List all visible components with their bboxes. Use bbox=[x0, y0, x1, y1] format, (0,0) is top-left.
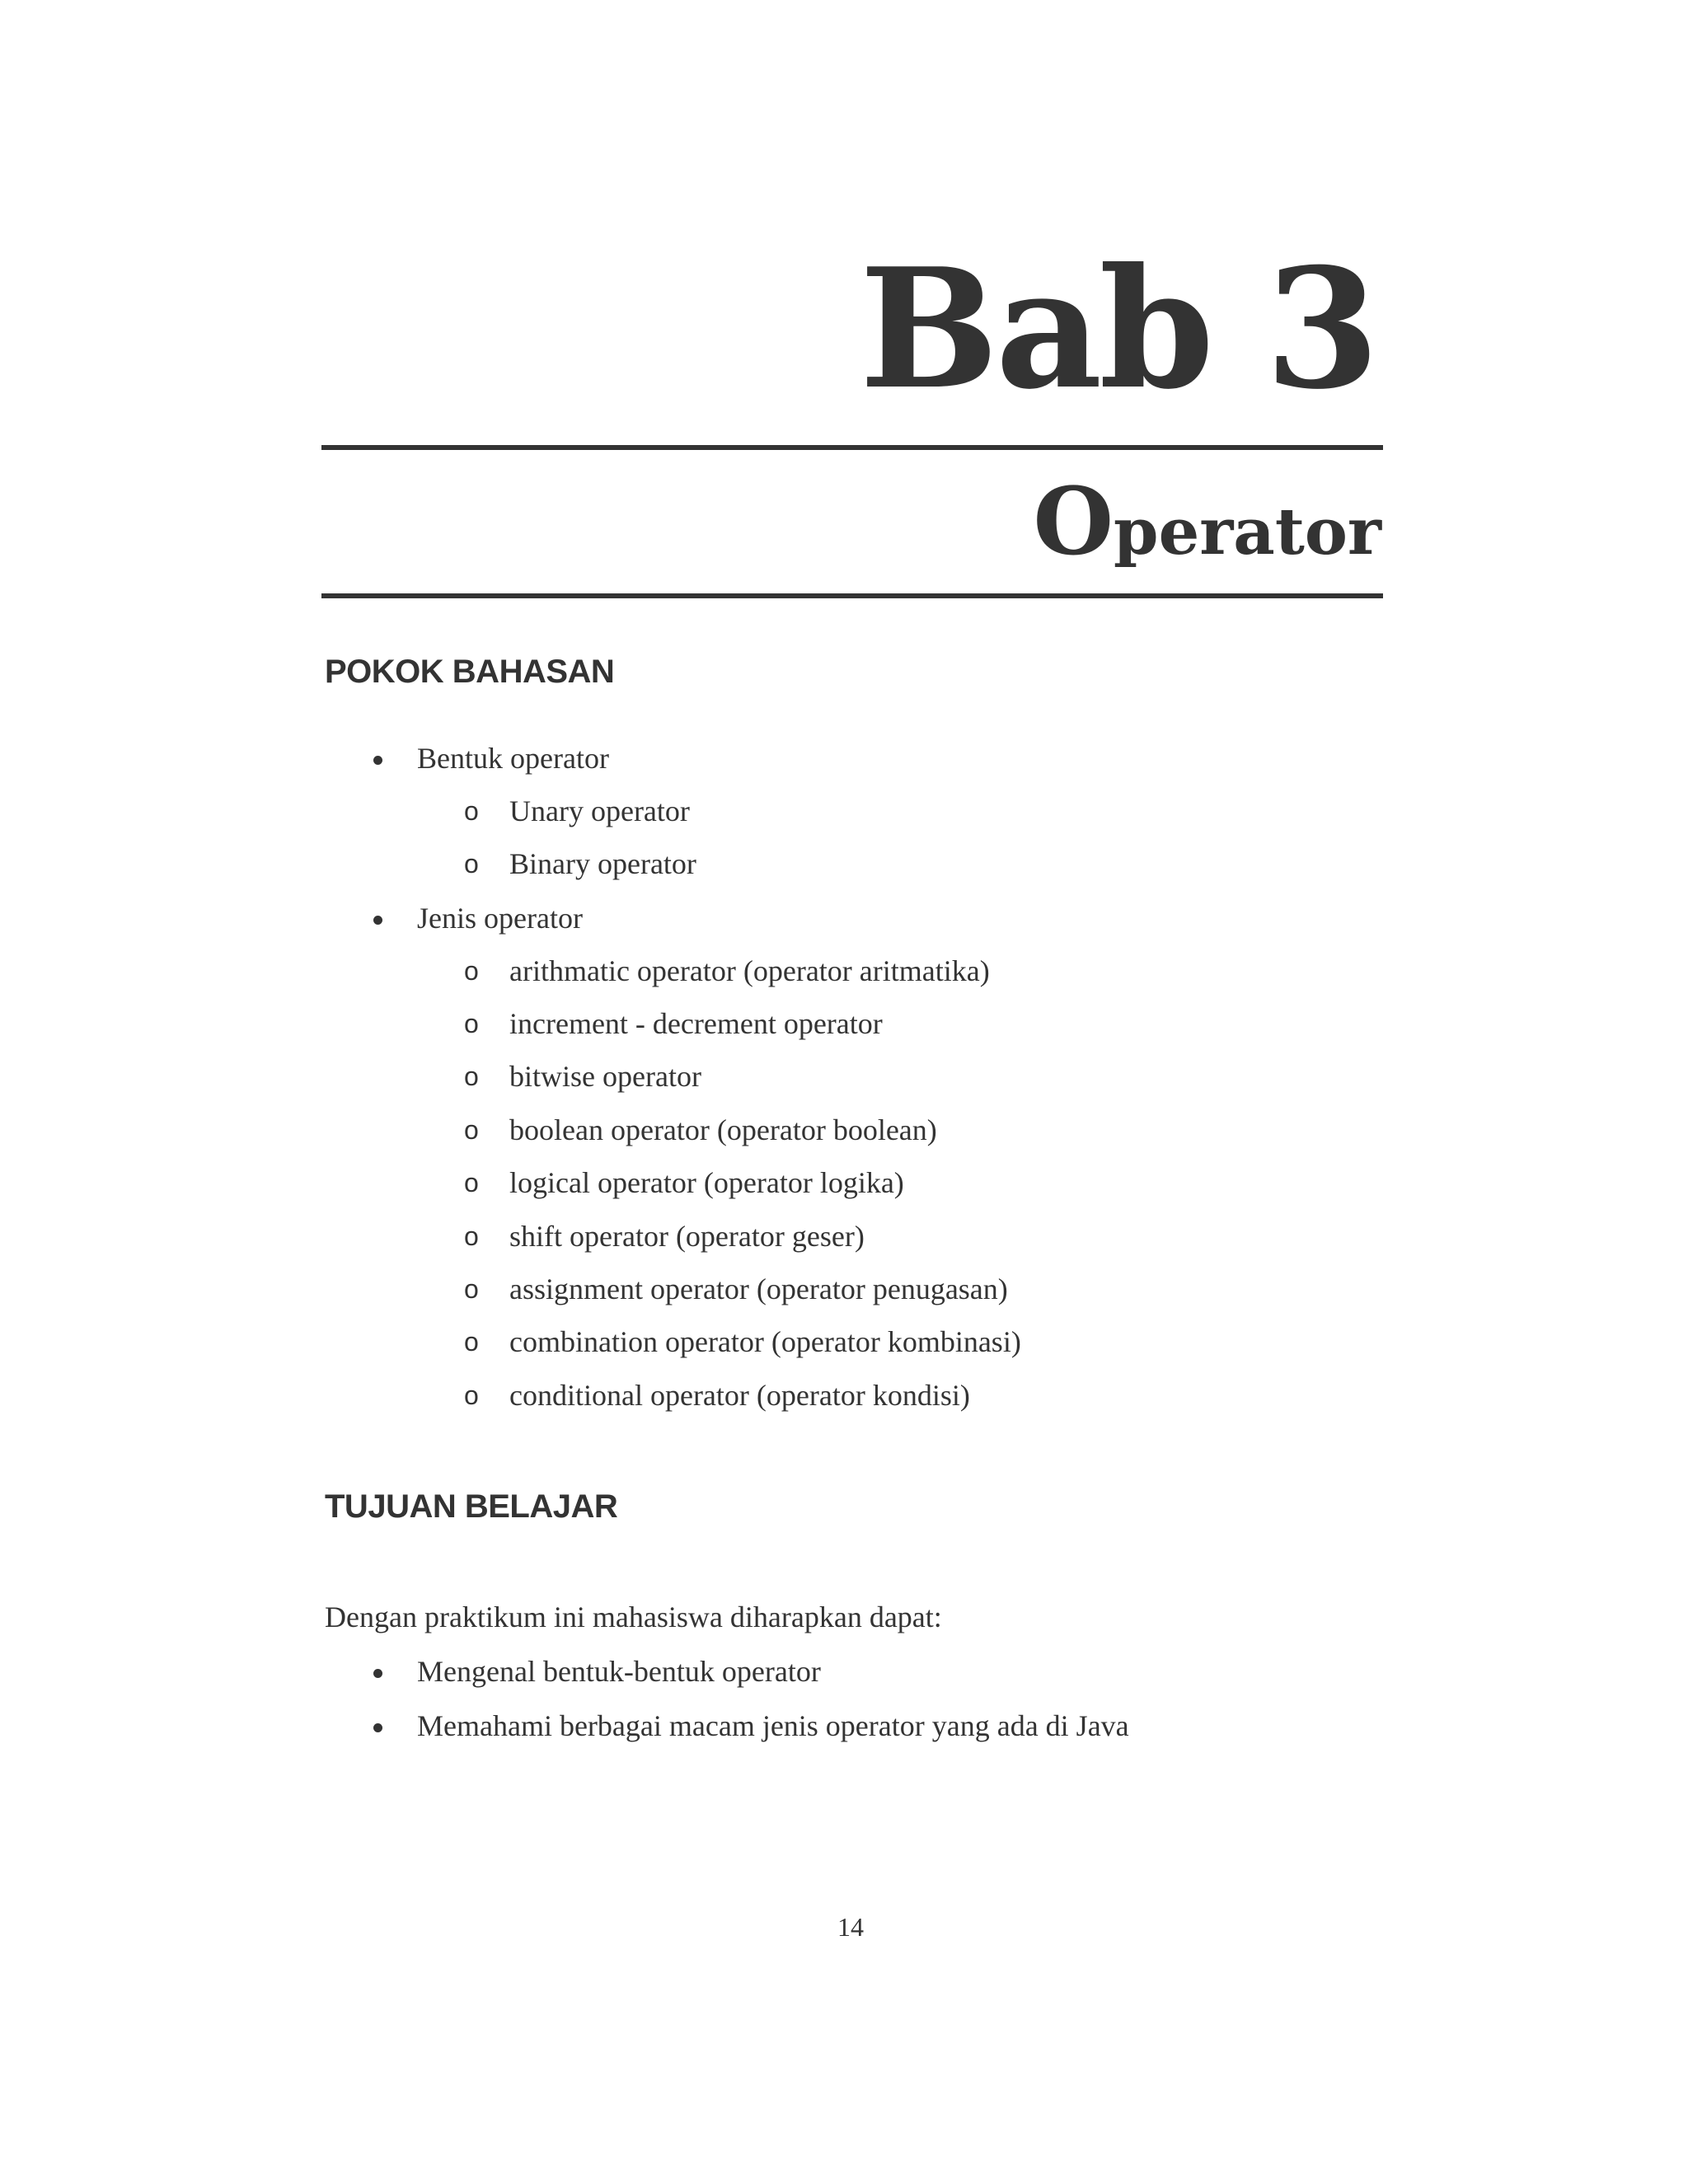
pokok-bahasan-heading: POKOK BAHASAN bbox=[325, 654, 615, 690]
sub-bullet-circle-icon: o bbox=[464, 1009, 479, 1038]
list-item: increment - decrement operator bbox=[509, 1007, 883, 1040]
chapter-title-initial: O bbox=[1033, 468, 1114, 576]
list-item: bitwise operator bbox=[509, 1060, 701, 1093]
bottom-divider bbox=[321, 593, 1383, 598]
list-item: Bentuk operator bbox=[417, 742, 609, 775]
list-item: Jenis operator bbox=[417, 902, 583, 935]
list-item: Binary operator bbox=[509, 847, 696, 880]
list-item: Memahami berbagai macam jenis operator yang ada di Java bbox=[417, 1709, 1129, 1742]
sub-bullet-circle-icon: o bbox=[464, 1327, 479, 1357]
list-item: Unary operator bbox=[509, 794, 690, 827]
list-item: combination operator (operator kombinasi) bbox=[509, 1325, 1021, 1358]
sub-bullet-circle-icon: o bbox=[464, 1380, 479, 1410]
sub-bullet-circle-icon: o bbox=[464, 849, 479, 879]
tujuan-belajar-heading: TUJUAN BELAJAR bbox=[325, 1488, 618, 1525]
list-item: logical operator (operator logika) bbox=[509, 1166, 904, 1199]
list-item: assignment operator (operator penugasan) bbox=[509, 1272, 1008, 1305]
sub-bullet-circle-icon: o bbox=[464, 956, 479, 986]
bullet-dot-icon bbox=[373, 1723, 382, 1732]
page-number: 14 bbox=[837, 1912, 864, 1942]
top-divider bbox=[321, 445, 1383, 450]
list-item: shift operator (operator geser) bbox=[509, 1220, 865, 1253]
bullet-dot-icon bbox=[373, 916, 382, 925]
sub-bullet-circle-icon: o bbox=[464, 1221, 479, 1251]
list-item: boolean operator (operator boolean) bbox=[509, 1113, 937, 1146]
list-item: conditional operator (operator kondisi) bbox=[509, 1379, 970, 1412]
list-item: Mengenal bentuk-bentuk operator bbox=[417, 1655, 821, 1688]
list-item: arithmatic operator (operator aritmatika) bbox=[509, 954, 990, 987]
chapter-number: Bab 3 bbox=[859, 232, 1376, 426]
bullet-dot-icon bbox=[373, 756, 382, 765]
sub-bullet-circle-icon: o bbox=[464, 1274, 479, 1304]
tujuan-intro-text: Dengan praktikum ini mahasiswa diharapkan dapat: bbox=[325, 1601, 942, 1633]
sub-bullet-circle-icon: o bbox=[464, 1115, 479, 1145]
sub-bullet-circle-icon: o bbox=[464, 1168, 479, 1197]
chapter-title bbox=[1033, 468, 1381, 576]
chapter-title-rest: perator bbox=[1114, 494, 1381, 569]
bullet-dot-icon bbox=[373, 1669, 382, 1678]
sub-bullet-circle-icon: o bbox=[464, 1062, 479, 1091]
sub-bullet-circle-icon: o bbox=[464, 796, 479, 826]
